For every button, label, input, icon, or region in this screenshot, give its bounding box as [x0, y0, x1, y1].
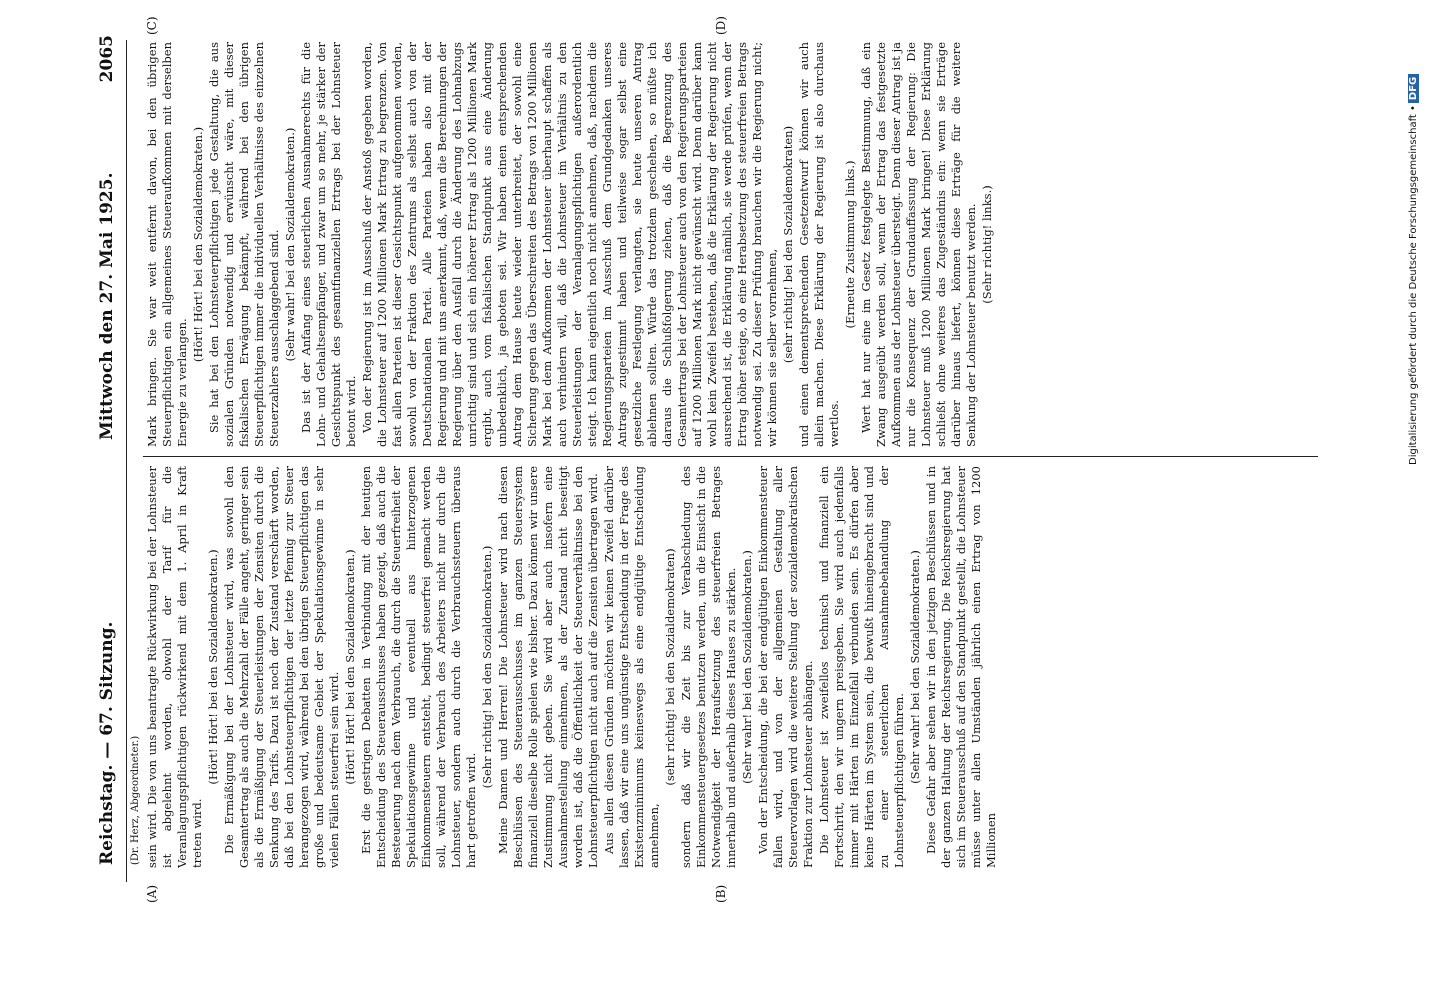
paragraph: Sie hat bei den Lohnsteuerpflichtigen jede Gestaltung, die aus sozialen Gründen notwendig und erwünscht wäre, mit dieser fiskalischen Erwägung bekämpft, während bei den übrigen Steuerpflichtigen immer die individuellen Verhältnisse des einzelnen Steuerzahlers ausschlaggebend sind.: [207, 42, 281, 447]
paragraph: Aus allen diesen Gründen möchten wir keinen Zweifel darüber lassen, daß wir eine uns ungünstige Entscheidung in der Frage des Existenzminimums keineswegs als eine endgültige Entscheidung annehmen,: [602, 466, 661, 868]
interjection: (Sehr wahr! bei den Sozialdemokraten.): [908, 550, 922, 784]
dfg-logo: DFG: [1408, 74, 1419, 103]
interjection: (Sehr wahr! bei den Sozialdemokraten.): [283, 127, 297, 362]
credit-text: Digitalisierung gefördert durch die Deutsche Forschungsgemeinschaft •: [1408, 105, 1419, 465]
margin-marker-c: (C): [145, 16, 159, 35]
interjection: (Hört! Hört! bei den Sozialdemokraten.): [343, 549, 357, 785]
paragraph: und einen dementsprechenden Gesetzentwurf können wir auch allein machen. Diese Erklärung der Regierung ist also durchaus wertlos.: [797, 42, 841, 447]
paragraph: Von der Regierung ist im Ausschuß der Anstoß gegeben worden, die Lohnsteuer auf 1200 Millionen Mark Ertrag zu begrenzen. Von fast allen Parteien ist dieser Gesichtspunkt aufgenommen worden, sowohl von der Fraktion des Zentrums als selbst auch von der Deutschnationalen Partei. Alle Parteien haben also mit der Regierung und mit uns anerkannt, daß, wenn die Berechnungen der Regierung über den Ausfall durch die Änderung des Lohnabzugs unrichtig sind und sich ein höherer Ertrag als 1200 Millionen Mark ergibt, auch vom fiskalischen Standpunkt aus eine Änderung unbedenklich, ja geboten sei. Wir haben einen entsprechenden Antrag dem Hause heute wieder unterbreitet, der sowohl eine Sicherung gegen das Überschreiten des Betrags von 1200 Millionen Mark bei dem Aufkommen der Lohnsteuer überhaupt schaffen als auch verhindern will, daß die Lohnsteuer im Verhältnis zu den Steuerleistungen der Veranlagungspflichtigen außerordentlich steigt. Ich kann eigentlich noch nicht annehmen, daß, nachdem die Regierungsparteien im Ausschuß dem Grundgedanken unseres Antrags zugestimmt haben und teilweise sogar selbst eine gesetzliche Festlegung verlangten, sie heute unseren Antrag ablehnen sollten. Würde das trotzdem geschehen, so müßte ich daraus die Schlußfolgerung ziehen, daß die Begrenzung des Gesamtertrags bei der Lohnsteuer auch von den Regierungsparteien auf 1200 Millionen Mark nicht gewünscht wird. Denn darüber kann wohl kein Zweifel bestehen, daß die Erklärung der Regierung nicht ausreichend ist, die Erklärung nämlich, sie werde prüfen, wenn der Ertrag höher steige, ob eine Herabsetzung des steuerfreien Betrags notwendig sei. Zu dieser Prüfung brauchen wir die Regierung nicht; wir können sie selber vornehmen,: [360, 42, 779, 447]
interjection: (Hört! Hört! bei den Sozialdemokraten.): [191, 126, 205, 363]
interjection: (Erneute Zustimmung links.): [843, 160, 857, 329]
right-column: [145, 42, 1325, 447]
paragraph: Mark bringen. Sie war weit entfernt davon, bei den übrigen Steuerpflichtigen ein allgemeines Steueraufkommen mit derselben Energie zu verlangen.: [145, 42, 189, 447]
interjection: (Sehr richtig! links.): [980, 185, 994, 304]
page-number: 2065: [97, 35, 117, 83]
paragraph: Von der Entscheidung, die bei der endgültigen Einkommensteuer fallen wird, und von der allgemeinen Gestaltung aller Steuervorlagen wird die weitere Stellung der sozialdemokratischen Fraktion zur Lohnsteuer abhängen.: [756, 466, 815, 868]
header-center: Mittwoch den 27. Mai 1925.: [97, 172, 117, 440]
margin-marker-d: (D): [714, 16, 728, 35]
paragraph: Das ist der Anfang eines steuerlichen Ausnahmerechts für die Lohn- und Gehaltsempfänger, und zwar um so mehr, je stärker der Gesichtspunkt des gesamtfinanziellen Ertrags bei der Lohnsteuer betont wird.: [299, 42, 358, 447]
header-left: Reichstag. — 67. Sitzung.: [97, 621, 117, 865]
margin-marker-b: (B): [714, 884, 728, 903]
paragraph: Erst die gestrigen Debatten in Verbindung mit der heutigen Entscheidung des Steuerausschusses haben gezeigt, daß auch die Besteuerung nach dem Verbrauch, die durch die Steuerfreiheit der Spekulationsgewinne und eventuell aus hinterzogenen Einkommensteuern entsteht, bedingt steuerfrei gemacht werden soll, während der Verbrauch des Arbeiters nicht nur durch die Lohnsteuer, sondern auch durch die Verbrauchssteuern überaus hart getroffen wird.: [359, 466, 478, 868]
margin-marker-a: (A): [145, 884, 159, 903]
paragraph: Diese Gefahr aber sehen wir in den jetzigen Beschlüssen und in der ganzen Haltung der Reichsregierung. Die Reichsregierung hat sich im Steuerausschuß auf den Standpunkt gestellt, die Lohnsteuer müsse unter allen Umständen jährlich einen Ertrag von 1200 Millionen: [924, 466, 998, 868]
header-rule: [126, 40, 127, 882]
interjection: (Hört! Hört! bei den Sozialdemokraten.): [206, 549, 220, 785]
paragraph: Meine Damen und Herren! Die Lohnsteuer wird nach diesen Beschlüssen des Steuerausschusses im ganzen Steuersystem finanziell dieselbe Rolle spielen wie bisher. Dazu können wir unsere Zustimmung nicht geben. Sie wird aber auch insofern eine Ausnahmestellung einnehmen, als der Zustand nicht beseitigt worden ist, daß die Öffentlichkeit der Steuerverhältnisse bei den Lohnsteuerpflichtigen nicht auch auf die Zensiten übertragen wird.: [496, 466, 600, 868]
paragraph: Die Ermäßigung bei der Lohnsteuer wird, was sowohl den Gesamtertrag als auch die Mehrzahl der Fälle angeht, geringer sein als die Ermäßigung der Steuerleistungen der Zensiten durch die Senkung des Tarifs. Dazu ist noch der Zustand verschärft worden, daß bei den Lohnsteuerpflichtigen der letzte Pfennig zur Steuer herangezogen wird, während bei den übrigen Steuerpflichtigen das große und bedeutsame Gebiet der Spekulationsgewinne in sehr vielen Fällen steuerfrei sein wird.: [222, 466, 341, 868]
speaker-note: (Dr. Herz, Abgeordneter.): [130, 735, 141, 865]
interjection: (sehr richtig! bei den Sozialdemokraten): [663, 548, 677, 786]
column-divider: [143, 456, 1318, 457]
paragraph: Die Lohnsteuer ist zweifellos technisch und finanziell ein Fortschritt, den wir ungern preisgeben. Sie wird auch jedenfalls immer mit Härten im Einzelfall verbunden sein. Es dürfen aber keine Härten im System sein, die bewußt hineingebracht sind und zu einer steuerlichen Ausnahmebehandlung der Lohnsteuerpflichtigen führen.: [817, 466, 906, 868]
paragraph: Wert hat nur eine im Gesetz festgelegte Bestimmung, daß ein Zwang ausgeübt werden soll, wenn der Ertrag das festgesetzte Aufkommen aus der Lohnsteuer übersteigt. Denn dieser Antrag ist ja nur die Konsequenz der Grundauffassung der Regierung: Die Lohnsteuer muß 1200 Millionen Mark bringen! Diese Erklärung schließt ohne weiteres das Zugeständnis ein: wenn sie Erträge darüber hinaus liefert, können diese Erträge für die weitere Senkung der Lohnsteuer benutzt werden.: [859, 42, 978, 447]
interjection: (sehr richtig! bei den Sozialdemokraten): [781, 125, 795, 364]
left-column: [145, 466, 1325, 868]
digitization-credit: [1408, 74, 1419, 465]
paragraph: sein wird. Die von uns beantragte Rückwirkung bei der Lohnsteuer ist abgelehnt worden, obwohl der Tarif für die Veranlagungspflichtigen rückwirkend mit dem 1. April in Kraft treten wird.: [145, 466, 204, 868]
interjection: (Sehr wahr! bei den Sozialdemokraten.): [740, 550, 754, 784]
interjection: (Sehr richtig! bei den Sozialdemokraten.): [480, 545, 494, 789]
paragraph: sondern daß wir die Zeit bis zur Verabschiedung des Einkommensteuergesetzes benutzen werden, um die Einsicht in die Notwendigkeit der Heraufsetzung des steuerfreien Betrages innerhalb und außerhalb dieses Hauses zu stärken.: [679, 466, 738, 868]
